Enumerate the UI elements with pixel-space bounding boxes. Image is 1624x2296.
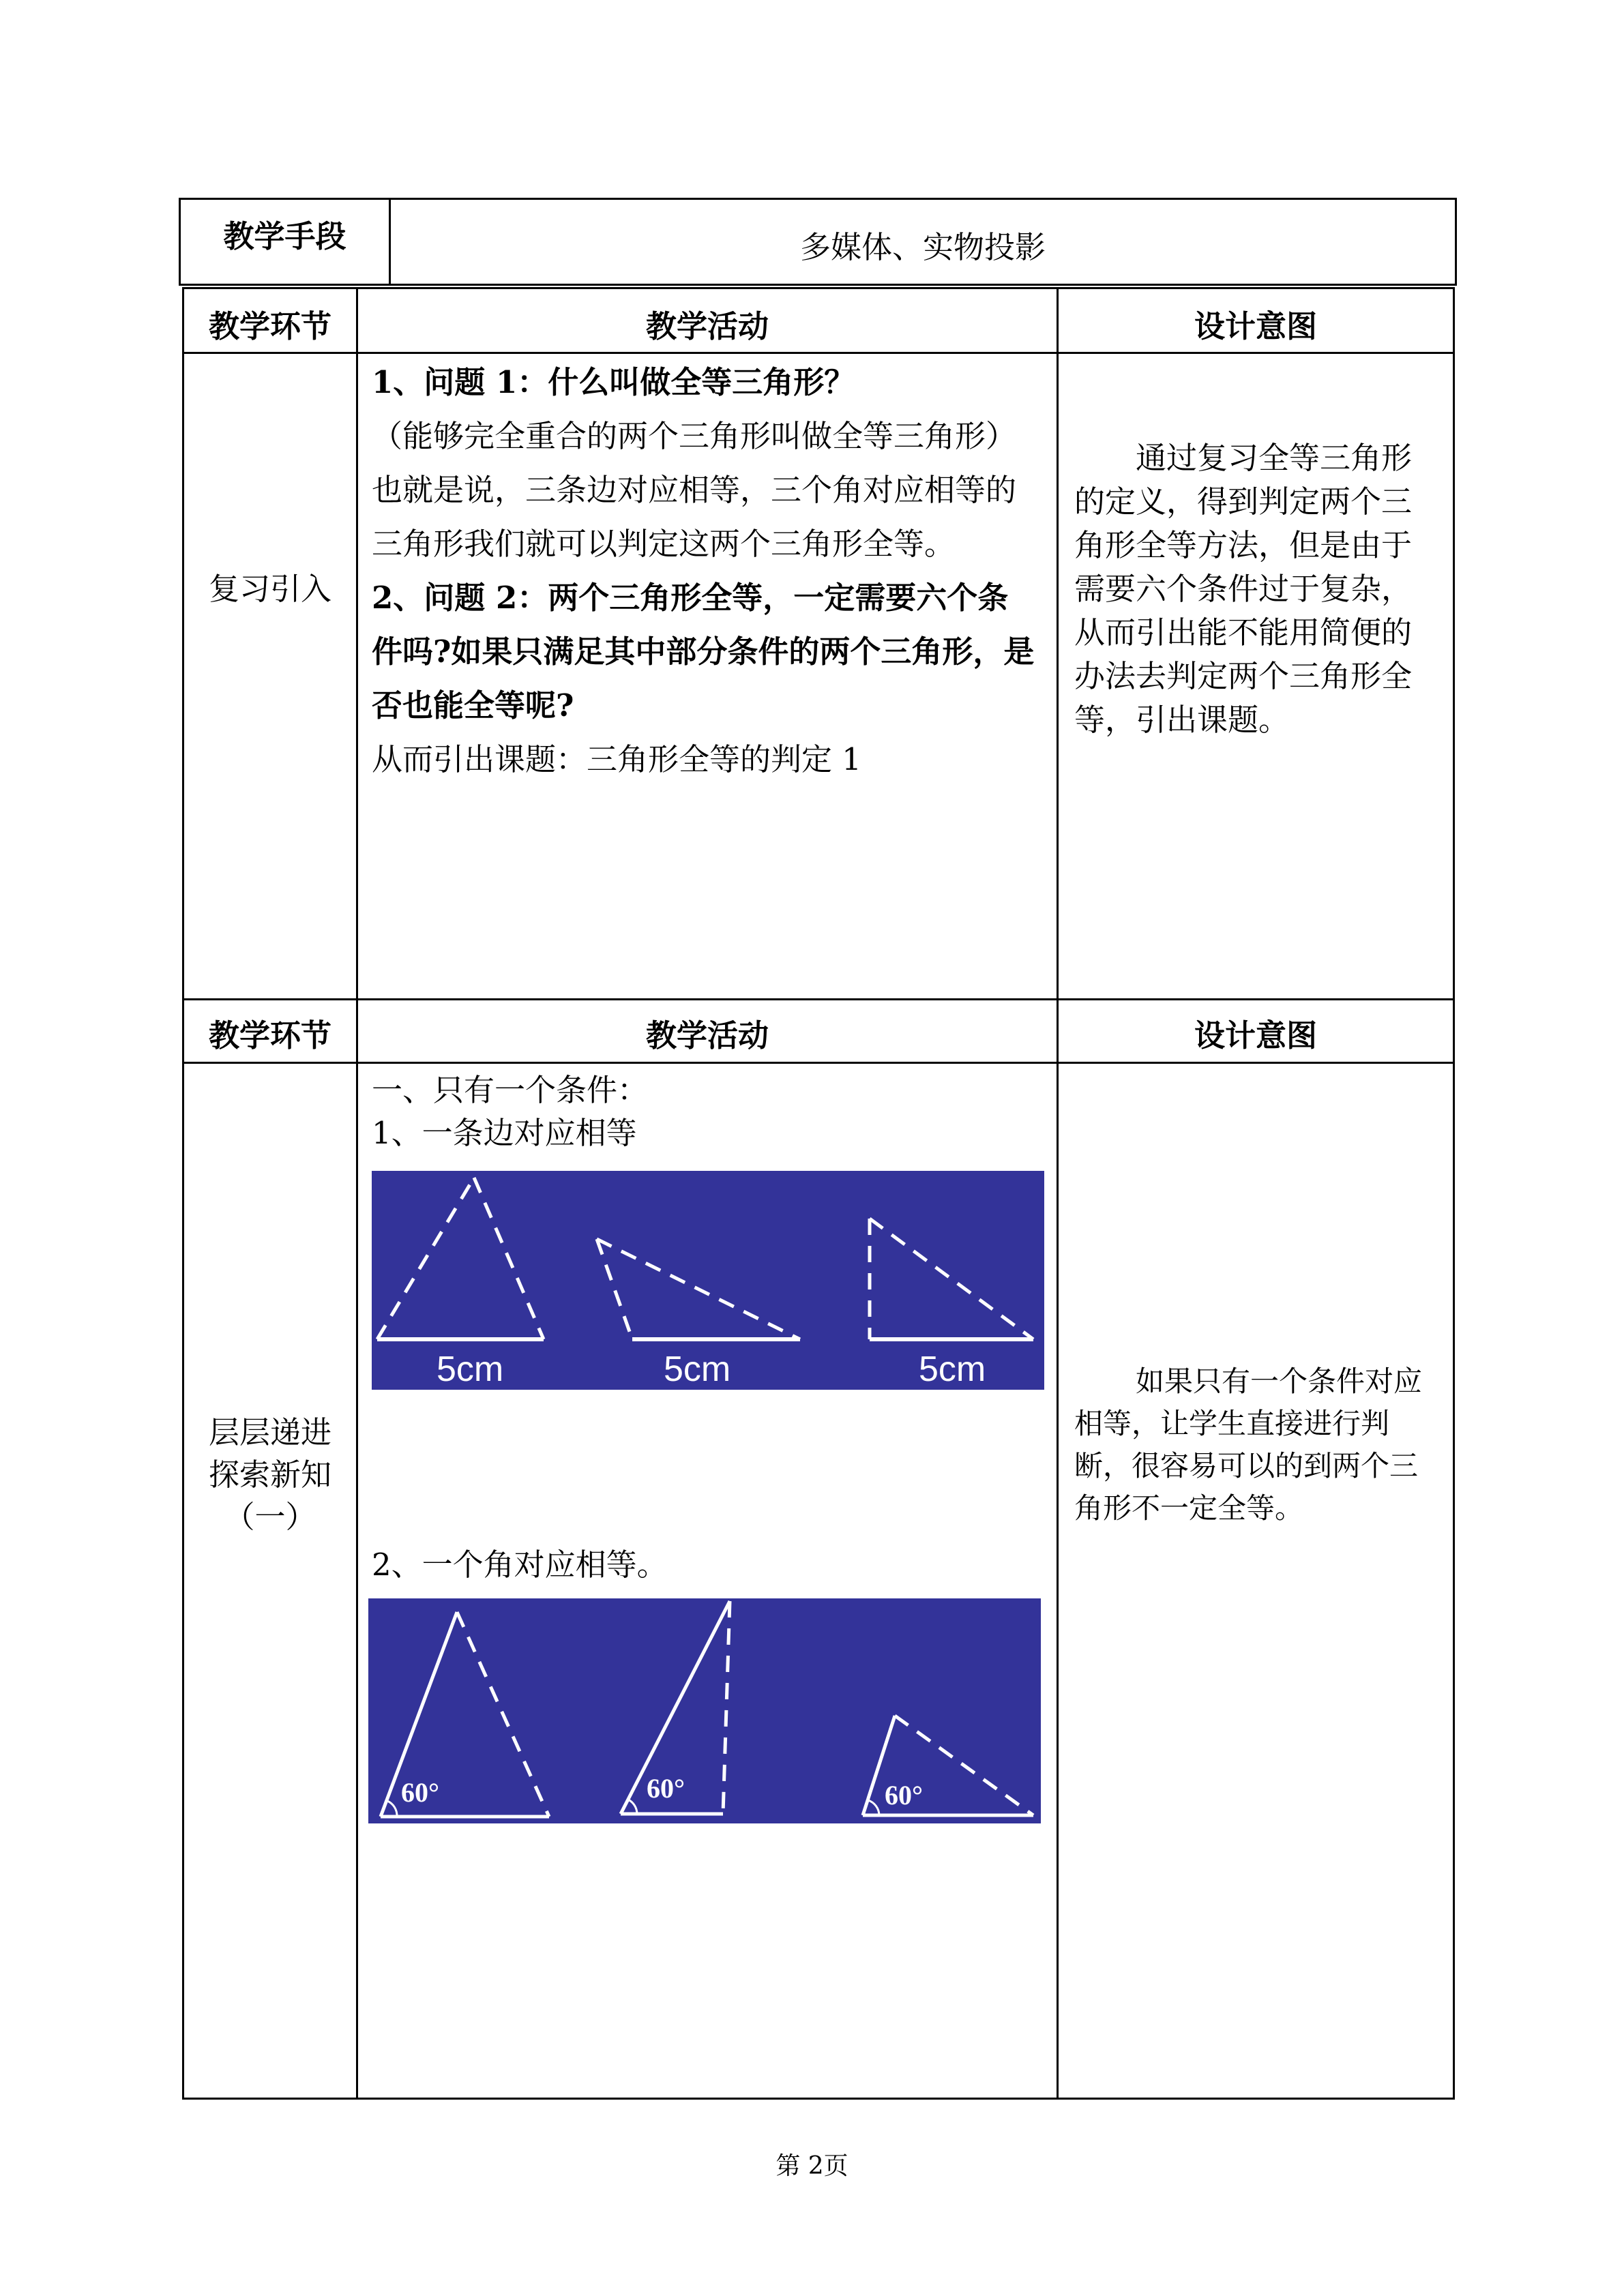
main-table-row-line-1 bbox=[182, 287, 1455, 289]
section1-col-header-design: 设计意图 bbox=[1194, 308, 1317, 344]
top-table-border-bottom bbox=[179, 284, 1457, 286]
section1-col-header-stage: 教学环节 bbox=[208, 308, 331, 344]
section1-col-header-activity: 教学活动 bbox=[645, 308, 769, 344]
main-table-col-line-2 bbox=[356, 287, 358, 2100]
main-table-col-line-1 bbox=[182, 287, 184, 2100]
main-table-col-line-4 bbox=[1453, 287, 1455, 2100]
main-table-row-line-5 bbox=[182, 2098, 1455, 2100]
figure-one-side-equal bbox=[372, 1171, 1044, 1390]
main-table-col-line-3 bbox=[1057, 287, 1059, 2100]
section2-design-intent: 如果只有一个条件对应相等，让学生直接进行判断，很容易可以的到两个三角形不一定全等。 bbox=[1074, 1365, 1423, 1525]
section1-activity bbox=[372, 355, 1037, 786]
section1-design-intent: 通过复习全等三角形的定义，得到判定两个三角形全等方法，但是由于需要六个条件过于复杂，从而引出能不能用简便的办法去判定两个三角形全等，引出课题。 bbox=[1074, 440, 1413, 738]
tri3-side-label: 5cm bbox=[919, 1350, 986, 1389]
tri1-side-label: 5cm bbox=[437, 1350, 504, 1389]
triB-angle-label: 60° bbox=[647, 1773, 685, 1804]
teaching-means-value: 多媒体、实物投影 bbox=[799, 229, 1046, 265]
main-table-row-line-2 bbox=[182, 352, 1455, 354]
question-2: 2、问题 2：两个三角形全等，一定需要六个条件吗?如果只满足其中部分条件的两个三角形，是否也能全等呢? bbox=[372, 580, 1035, 724]
lesson-topic: 从而引出课题：三角形全等的判定 1 bbox=[372, 741, 861, 777]
section2-col-header-design: 设计意图 bbox=[1194, 1017, 1317, 1054]
condition-intro: 一、只有一个条件： bbox=[372, 1072, 649, 1108]
condition-one-angle: 2、一个角对应相等。 bbox=[372, 1547, 668, 1583]
question-1: 1、问题 1：什么叫做全等三角形？ bbox=[372, 364, 855, 400]
condition-one-side: 1、一条边对应相等 bbox=[372, 1115, 637, 1151]
triC-angle-label: 60° bbox=[885, 1780, 923, 1810]
main-table-row-line-3 bbox=[182, 998, 1455, 1000]
triA-angle-label: 60° bbox=[401, 1777, 439, 1808]
main-table-row-line-4 bbox=[182, 1062, 1455, 1064]
section2-col-header-activity: 教学活动 bbox=[645, 1017, 769, 1054]
question-1-answer: （能够完全重合的两个三角形叫做全等三角形）也就是说，三条边对应相等，三个角对应相等的三角形我们就可以判定这两个三角形全等。 bbox=[372, 418, 1017, 562]
page-number: 第 2页 bbox=[776, 2152, 848, 2180]
figure-one-angle-equal bbox=[368, 1598, 1041, 1823]
teaching-means-label: 教学手段 bbox=[223, 218, 346, 254]
section1-stage-label: 复习引入 bbox=[208, 571, 331, 607]
top-table-border-top bbox=[179, 198, 1457, 200]
section2-col-header-stage: 教学环节 bbox=[208, 1017, 331, 1054]
top-table-border-right bbox=[1455, 198, 1457, 286]
tri2-side-label: 5cm bbox=[664, 1350, 731, 1389]
section2-stage-label: 层层递进探索新知（一） bbox=[208, 1414, 331, 1535]
figure-one-angle-background bbox=[368, 1598, 1041, 1823]
